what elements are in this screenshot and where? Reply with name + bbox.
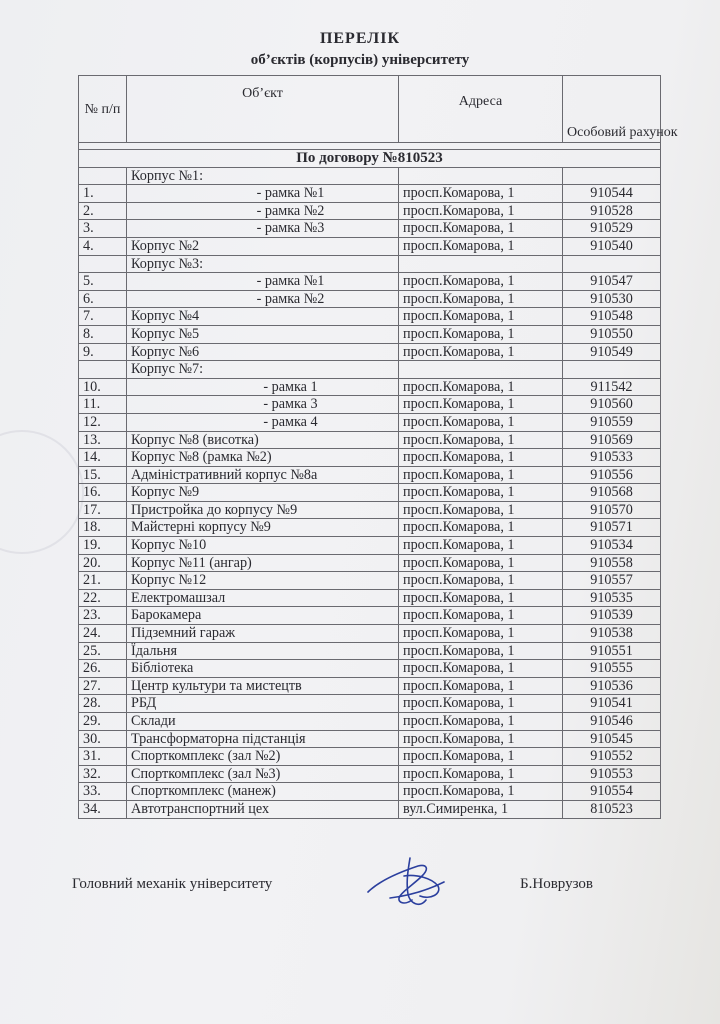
row-account: 910534 bbox=[563, 537, 661, 555]
row-num: 9. bbox=[79, 343, 127, 361]
row-address: просп.Комарова, 1 bbox=[399, 220, 563, 238]
row-address: просп.Комарова, 1 bbox=[399, 625, 563, 643]
row-object: Корпус №1: bbox=[127, 167, 399, 185]
row-num: 8. bbox=[79, 325, 127, 343]
row-object: - рамка №2 bbox=[127, 202, 399, 220]
row-address: просп.Комарова, 1 bbox=[399, 501, 563, 519]
row-account bbox=[563, 361, 661, 379]
row-num: 13. bbox=[79, 431, 127, 449]
row-account: 910557 bbox=[563, 572, 661, 590]
row-num: 10. bbox=[79, 378, 127, 396]
row-address: вул.Симиренка, 1 bbox=[399, 800, 563, 818]
row-address: просп.Комарова, 1 bbox=[399, 378, 563, 396]
row-num: 20. bbox=[79, 554, 127, 572]
row-account: 910529 bbox=[563, 220, 661, 238]
row-object: Корпус №11 (ангар) bbox=[127, 554, 399, 572]
row-object: Корпус №12 bbox=[127, 572, 399, 590]
objects-table bbox=[78, 75, 678, 819]
row-address: просп.Комарова, 1 bbox=[399, 765, 563, 783]
row-address: просп.Комарова, 1 bbox=[399, 202, 563, 220]
table-row bbox=[79, 572, 661, 590]
row-num: 16. bbox=[79, 484, 127, 502]
row-account: 910544 bbox=[563, 185, 661, 203]
row-num: 30. bbox=[79, 730, 127, 748]
row-account: 910554 bbox=[563, 783, 661, 801]
row-object: Корпус №4 bbox=[127, 308, 399, 326]
row-num: 15. bbox=[79, 466, 127, 484]
table-row bbox=[79, 167, 661, 185]
row-object: РБД bbox=[127, 695, 399, 713]
row-num: 28. bbox=[79, 695, 127, 713]
row-object: Корпус №8 (рамка №2) bbox=[127, 449, 399, 467]
row-object: Корпус №10 bbox=[127, 537, 399, 555]
table-row bbox=[79, 466, 661, 484]
row-num: 19. bbox=[79, 537, 127, 555]
row-account: 910539 bbox=[563, 607, 661, 625]
row-object: Корпус №5 bbox=[127, 325, 399, 343]
table-row bbox=[79, 396, 661, 414]
row-object: Корпус №6 bbox=[127, 343, 399, 361]
row-object: Спорткомплекс (зал №3) bbox=[127, 765, 399, 783]
row-address: просп.Комарова, 1 bbox=[399, 677, 563, 695]
row-object: Склади bbox=[127, 713, 399, 731]
row-address: просп.Комарова, 1 bbox=[399, 308, 563, 326]
row-account: 910552 bbox=[563, 748, 661, 766]
row-object: Автотранспортний цех bbox=[127, 800, 399, 818]
row-account: 910559 bbox=[563, 413, 661, 431]
table-row bbox=[79, 783, 661, 801]
signature-image bbox=[360, 852, 450, 914]
row-address: просп.Комарова, 1 bbox=[399, 290, 563, 308]
row-address: просп.Комарова, 1 bbox=[399, 695, 563, 713]
row-account bbox=[563, 255, 661, 273]
table-row bbox=[79, 589, 661, 607]
row-account: 910549 bbox=[563, 343, 661, 361]
row-address: просп.Комарова, 1 bbox=[399, 537, 563, 555]
row-address bbox=[399, 361, 563, 379]
row-num: 6. bbox=[79, 290, 127, 308]
row-num bbox=[79, 167, 127, 185]
table-row bbox=[79, 361, 661, 379]
table-row bbox=[79, 325, 661, 343]
table-row bbox=[79, 431, 661, 449]
row-object: Підземний гараж bbox=[127, 625, 399, 643]
row-address bbox=[399, 167, 563, 185]
row-object: - рамка №2 bbox=[127, 290, 399, 308]
row-account: 910536 bbox=[563, 677, 661, 695]
row-num: 2. bbox=[79, 202, 127, 220]
row-address: просп.Комарова, 1 bbox=[399, 554, 563, 572]
row-num: 31. bbox=[79, 748, 127, 766]
row-num: 33. bbox=[79, 783, 127, 801]
row-address: просп.Комарова, 1 bbox=[399, 783, 563, 801]
table-row bbox=[79, 554, 661, 572]
table-row bbox=[79, 537, 661, 555]
row-address: просп.Комарова, 1 bbox=[399, 431, 563, 449]
table-row bbox=[79, 449, 661, 467]
row-object: - рамка №1 bbox=[127, 185, 399, 203]
row-num: 24. bbox=[79, 625, 127, 643]
row-address: просп.Комарова, 1 bbox=[399, 713, 563, 731]
table-row bbox=[79, 290, 661, 308]
row-account: 910540 bbox=[563, 237, 661, 255]
row-address: просп.Комарова, 1 bbox=[399, 237, 563, 255]
row-address: просп.Комарова, 1 bbox=[399, 519, 563, 537]
table-row bbox=[79, 677, 661, 695]
row-account: 910571 bbox=[563, 519, 661, 537]
row-object: - рамка 4 bbox=[127, 413, 399, 431]
row-account: 910547 bbox=[563, 273, 661, 291]
contract-section: По договору №810523 bbox=[79, 150, 661, 168]
row-object: Корпус №9 bbox=[127, 484, 399, 502]
row-num: 7. bbox=[79, 308, 127, 326]
header-num: № п/п bbox=[79, 76, 127, 143]
row-object: Корпус №7: bbox=[127, 361, 399, 379]
row-object: - рамка №1 bbox=[127, 273, 399, 291]
row-address: просп.Комарова, 1 bbox=[399, 185, 563, 203]
row-address: просп.Комарова, 1 bbox=[399, 343, 563, 361]
row-object: Спорткомплекс (зал №2) bbox=[127, 748, 399, 766]
row-object: Барокамера bbox=[127, 607, 399, 625]
table-row bbox=[79, 273, 661, 291]
table-row bbox=[79, 378, 661, 396]
row-address: просп.Комарова, 1 bbox=[399, 413, 563, 431]
signatory-position: Головний механік університету bbox=[72, 876, 273, 892]
table-row bbox=[79, 501, 661, 519]
row-num: 18. bbox=[79, 519, 127, 537]
row-account: 910546 bbox=[563, 713, 661, 731]
row-account: 910541 bbox=[563, 695, 661, 713]
row-account: 910569 bbox=[563, 431, 661, 449]
table-row bbox=[79, 695, 661, 713]
row-account: 810523 bbox=[563, 800, 661, 818]
row-address: просп.Комарова, 1 bbox=[399, 730, 563, 748]
row-address: просп.Комарова, 1 bbox=[399, 273, 563, 291]
table-row bbox=[79, 800, 661, 818]
document-title: ПЕРЕЛІК bbox=[319, 30, 401, 47]
row-address: просп.Комарова, 1 bbox=[399, 396, 563, 414]
table-row bbox=[79, 413, 661, 431]
row-account: 910556 bbox=[563, 466, 661, 484]
table-row bbox=[79, 237, 661, 255]
row-account: 911542 bbox=[563, 378, 661, 396]
header-object: Об’єкт bbox=[127, 76, 399, 143]
row-account: 910545 bbox=[563, 730, 661, 748]
table-row bbox=[79, 308, 661, 326]
row-object: Спорткомплекс (манеж) bbox=[127, 783, 399, 801]
row-num: 32. bbox=[79, 765, 127, 783]
faded-stamp bbox=[0, 430, 84, 554]
table-header-row bbox=[79, 76, 661, 143]
table-row bbox=[79, 202, 661, 220]
row-account: 910548 bbox=[563, 308, 661, 326]
table-row bbox=[79, 220, 661, 238]
section-row bbox=[79, 150, 661, 168]
table-row bbox=[79, 765, 661, 783]
row-object: Їдальня bbox=[127, 642, 399, 660]
row-num: 3. bbox=[79, 220, 127, 238]
row-object: Трансформаторна підстанція bbox=[127, 730, 399, 748]
row-num: 12. bbox=[79, 413, 127, 431]
row-address: просп.Комарова, 1 bbox=[399, 325, 563, 343]
table-row bbox=[79, 519, 661, 537]
row-num: 27. bbox=[79, 677, 127, 695]
row-address: просп.Комарова, 1 bbox=[399, 660, 563, 678]
table-row bbox=[79, 660, 661, 678]
row-object: Електромашзал bbox=[127, 589, 399, 607]
table-row bbox=[79, 607, 661, 625]
row-num: 4. bbox=[79, 237, 127, 255]
row-address bbox=[399, 255, 563, 273]
row-object: Корпус №8 (висотка) bbox=[127, 431, 399, 449]
row-object: Корпус №3: bbox=[127, 255, 399, 273]
row-account: 910560 bbox=[563, 396, 661, 414]
row-address: просп.Комарова, 1 bbox=[399, 466, 563, 484]
row-object: Корпус №2 bbox=[127, 237, 399, 255]
row-account: 910568 bbox=[563, 484, 661, 502]
table-row bbox=[79, 713, 661, 731]
row-address: просп.Комарова, 1 bbox=[399, 607, 563, 625]
row-account: 910530 bbox=[563, 290, 661, 308]
table-row bbox=[79, 484, 661, 502]
row-num: 25. bbox=[79, 642, 127, 660]
row-num: 1. bbox=[79, 185, 127, 203]
row-num bbox=[79, 255, 127, 273]
row-object: Майстерні корпусу №9 bbox=[127, 519, 399, 537]
row-num bbox=[79, 361, 127, 379]
row-address: просп.Комарова, 1 bbox=[399, 589, 563, 607]
row-account: 910570 bbox=[563, 501, 661, 519]
row-num: 22. bbox=[79, 589, 127, 607]
row-address: просп.Комарова, 1 bbox=[399, 572, 563, 590]
table-row bbox=[79, 625, 661, 643]
spacer-row bbox=[79, 143, 661, 150]
row-address: просп.Комарова, 1 bbox=[399, 449, 563, 467]
row-account: 910553 bbox=[563, 765, 661, 783]
row-account: 910558 bbox=[563, 554, 661, 572]
document-subtitle: об’єктів (корпусів) університету bbox=[250, 52, 470, 68]
table-row bbox=[79, 343, 661, 361]
row-num: 14. bbox=[79, 449, 127, 467]
header-address: Адреса bbox=[399, 76, 563, 143]
row-account: 910535 bbox=[563, 589, 661, 607]
row-address: просп.Комарова, 1 bbox=[399, 748, 563, 766]
table-row bbox=[79, 730, 661, 748]
row-num: 29. bbox=[79, 713, 127, 731]
row-object: Бібліотека bbox=[127, 660, 399, 678]
row-account bbox=[563, 167, 661, 185]
row-account: 910555 bbox=[563, 660, 661, 678]
row-address: просп.Комарова, 1 bbox=[399, 642, 563, 660]
row-num: 34. bbox=[79, 800, 127, 818]
row-object: Пристройка до корпусу №9 bbox=[127, 501, 399, 519]
row-object: Центр культури та мистецтв bbox=[127, 677, 399, 695]
row-object: Адміністративний корпус №8а bbox=[127, 466, 399, 484]
row-num: 21. bbox=[79, 572, 127, 590]
header-account: Особовий рахунок bbox=[563, 76, 661, 143]
table-row bbox=[79, 748, 661, 766]
row-account: 910551 bbox=[563, 642, 661, 660]
row-object: - рамка 3 bbox=[127, 396, 399, 414]
row-object: - рамка №3 bbox=[127, 220, 399, 238]
row-account: 910528 bbox=[563, 202, 661, 220]
signatory-name: Б.Новрузов bbox=[520, 876, 594, 892]
row-object: - рамка 1 bbox=[127, 378, 399, 396]
row-num: 17. bbox=[79, 501, 127, 519]
row-address: просп.Комарова, 1 bbox=[399, 484, 563, 502]
row-num: 23. bbox=[79, 607, 127, 625]
table-row bbox=[79, 255, 661, 273]
row-account: 910550 bbox=[563, 325, 661, 343]
row-account: 910538 bbox=[563, 625, 661, 643]
row-num: 5. bbox=[79, 273, 127, 291]
table-row bbox=[79, 185, 661, 203]
row-account: 910533 bbox=[563, 449, 661, 467]
row-num: 26. bbox=[79, 660, 127, 678]
row-num: 11. bbox=[79, 396, 127, 414]
table-row bbox=[79, 642, 661, 660]
